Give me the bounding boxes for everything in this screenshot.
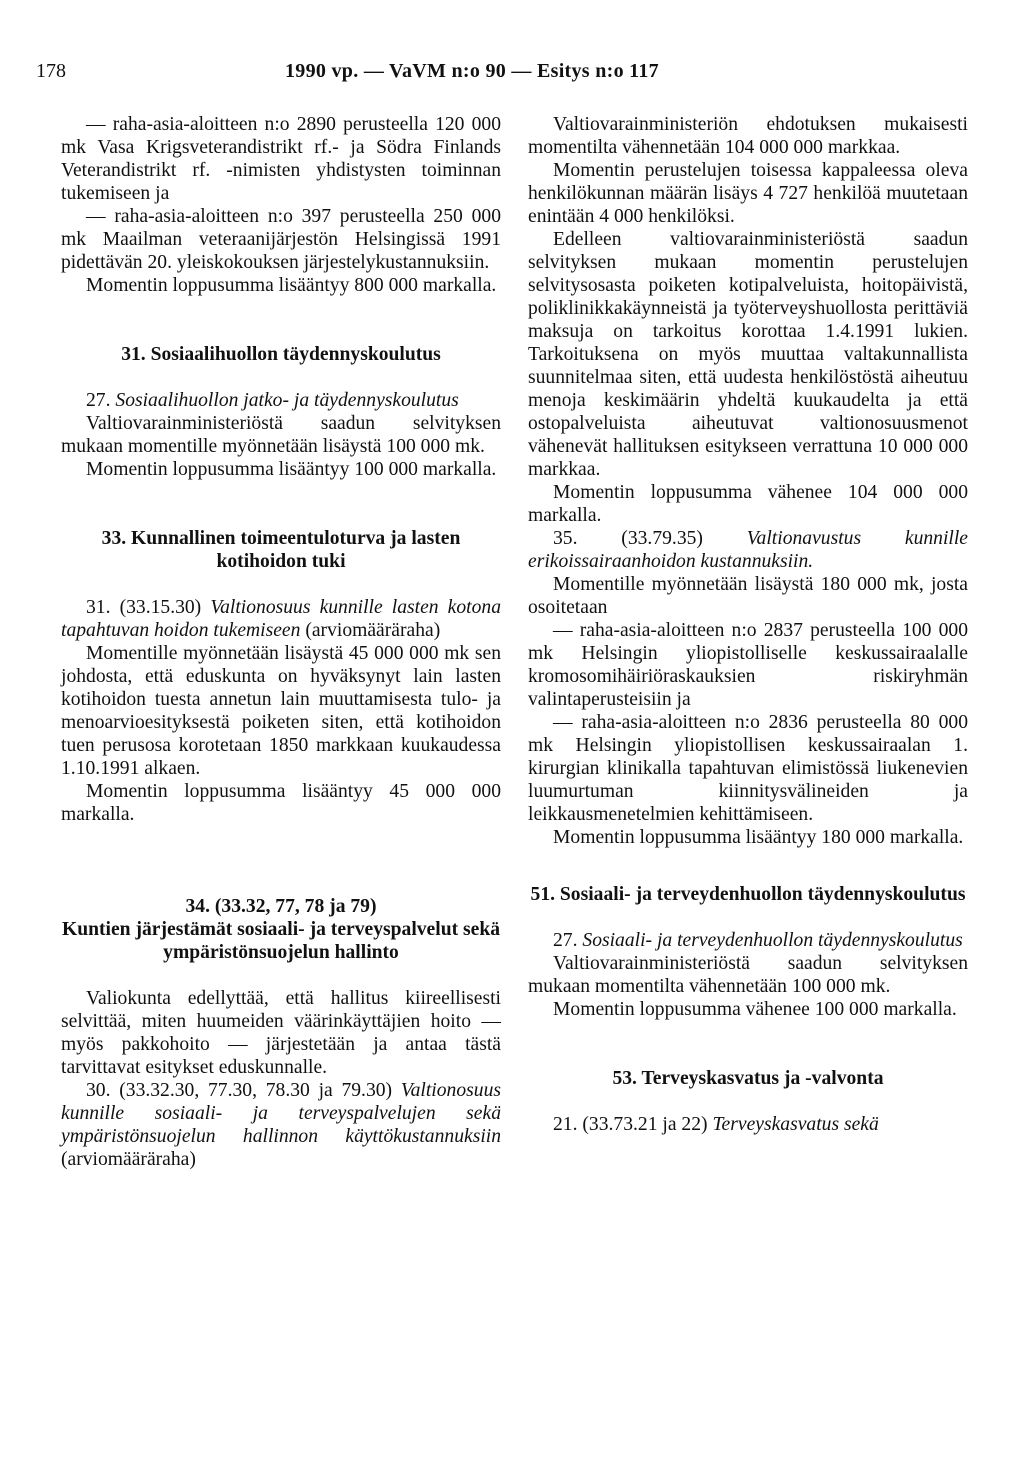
section-heading-51: 51. Sosiaali- ja terveydenhuollon täydennyskoulutus [530, 884, 966, 905]
paragraph: — raha-asia-aloitteen n:o 397 perusteella 250 000 mk Maailman veteraanijärjestön Helsingissä 1991 pidettävän 20. yleiskokouksen järjestelykustannuksiin. [61, 206, 501, 273]
left-column [61, 113, 501, 1171]
paragraph: Valtiovarainministeriöstä saadun selvityksen mukaan momentilta vähennetään 100 000 mk. [528, 953, 968, 997]
item-number: 30. (33.32.30, 77.30, 78.30 ja 79.30) [86, 1080, 401, 1101]
paragraph: Momentin loppusumma lisääntyy 180 000 markalla. [553, 827, 964, 848]
section-heading-34-title: Kuntien järjestämät sosiaali- ja terveyspalvelut sekä ympäristönsuojelun hallinto [61, 919, 501, 963]
paragraph: Momentin loppusumma lisääntyy 100 000 markalla. [86, 459, 497, 480]
item-heading [61, 596, 501, 642]
item-heading [528, 1113, 968, 1136]
paragraph: Momentin perustelujen toisessa kappaleessa oleva henkilökunnan määrän lisäys 4 727 henkilöä muutetaan enintään 4 000 henkilöksi. [528, 160, 968, 227]
item-title: Sosiaali- ja terveydenhuollon täydennyskoulutus [582, 930, 963, 951]
item-heading [61, 389, 501, 412]
item-title: Valtionosuus kunnille lasten kotona tapahtuvan hoidon tukemiseen [61, 597, 501, 641]
paragraph: Momentille myönnetään lisäystä 45 000 000 mk sen johdosta, että eduskunta on hyväksynyt lain lasten kotihoidon tuesta annetun lain muuttamisesta tulo- ja menoarvioesityksestä poiketen siten, että kotihoidon tuen perusosa korotetaan 1850 markkaan kuukaudessa 1.10.1991 alkaen. [61, 643, 501, 779]
paragraph: Momentin loppusumma lisääntyy 45 000 000 markalla. [61, 781, 501, 825]
paragraph: — raha-asia-aloitteen n:o 2836 perusteella 80 000 mk Helsingin yliopistollisen keskussairaalan 1. kirurgian klinikalla tapahtuvan elimistössä liukenevien luumurtuman kiinnitysvälineiden ja leikkausmenetelmien kehittämiseen. [528, 712, 968, 825]
item-number: 31. (33.15.30) [86, 597, 211, 618]
paragraph: Edelleen valtiovarainministeriöstä saadun selvityksen mukaan momentin perustelujen selvitysosasta poiketen kotipalveluista, hoitopäivistä, poliklinikkakäynneistä ja työterveyshuollosta perittäviä maksuja on tarkoitus korottaa 1.4.1991 lukien. Tarkoituksena on myös muuttaa valtakunnallista suunnitelmaa siten, että uudesta henkilöstöstä aiheutuu menoja keskimäärin yhdeltä kuukaudelta ja että ostopalveluista aiheutuvat valtionosuusmenot vähenevät hallituksen esitykseen verrattuna 10 000 000 markkaa. [528, 229, 968, 480]
item-title: Valtionosuus kunnille sosiaali- ja terveyspalvelujen sekä ympäristönsuojelun hallinnon käyttökustannuksiin [61, 1080, 501, 1147]
right-column [528, 113, 968, 1136]
item-title: Sosiaalihuollon jatko- ja täydennyskoulutus [115, 390, 459, 411]
item-number: 27. [86, 390, 116, 411]
paragraph: Valtiovarainministeriön ehdotuksen mukaisesti momentilta vähennetään 104 000 000 markkaa. [528, 114, 968, 158]
item-number: 27. [553, 930, 583, 951]
item-heading [61, 1079, 501, 1171]
item-number: 35. (33.79.35) [553, 528, 747, 549]
item-title: Terveyskasvatus sekä [712, 1114, 879, 1135]
section-heading-31: 31. Sosiaalihuollon täydennyskoulutus [121, 344, 441, 365]
paragraph: Momentin loppusumma lisääntyy 800 000 markalla. [86, 275, 497, 296]
item-heading [528, 929, 968, 952]
section-heading-33: 33. Kunnallinen toimeentuloturva ja lasten kotihoidon tuki [101, 528, 461, 572]
item-heading [528, 527, 968, 573]
paragraph: — raha-asia-aloitteen n:o 2837 perusteella 100 000 mk Helsingin yliopistolliselle keskussairaalalle kromosomihäiriöraskauksien riskiryhmän valintaperusteisiin ja [528, 620, 968, 710]
item-tail: (arviomääräraha) [61, 1149, 196, 1170]
paragraph: Valiokunta edellyttää, että hallitus kiireellisesti selvittää, miten huumeiden väärinkäyttäjien hoito — myös pakkohoito — järjestetään ja antaa tästä tarvittavat esitykset eduskunnalle. [61, 988, 501, 1078]
page-number: 178 [36, 60, 66, 82]
item-tail: (arviomääräraha) [300, 620, 441, 641]
item-number: 21. (33.73.21 ja 22) [553, 1114, 713, 1135]
section-heading-34-number: 34. (33.32, 77, 78 ja 79) [185, 896, 377, 917]
section-heading-53: 53. Terveyskasvatus ja -valvonta [612, 1068, 884, 1089]
page-header [36, 60, 996, 90]
paragraph: Momentin loppusumma vähenee 100 000 markalla. [553, 999, 957, 1020]
paragraph: Momentille myönnetään lisäystä 180 000 mk, josta osoitetaan [528, 574, 968, 618]
paragraph: — raha-asia-aloitteen n:o 2890 perusteella 120 000 mk Vasa Krigsveterandistrikt rf.- ja Södra Finlands Veterandistrikt rf. -nimisten yhdistysten toiminnan tukemiseen ja [61, 114, 501, 204]
paragraph: Momentin loppusumma vähenee 104 000 000 markalla. [528, 482, 968, 526]
paragraph: Valtiovarainministeriöstä saadun selvityksen mukaan momentille myönnetään lisäystä 100 000 mk. [61, 413, 501, 457]
item-title: Valtionavustus kunnille erikoissairaanhoidon kustannuksiin. [528, 528, 968, 572]
running-title: 1990 vp. — VaVM n:o 90 — Esitys n:o 117 [285, 60, 659, 82]
